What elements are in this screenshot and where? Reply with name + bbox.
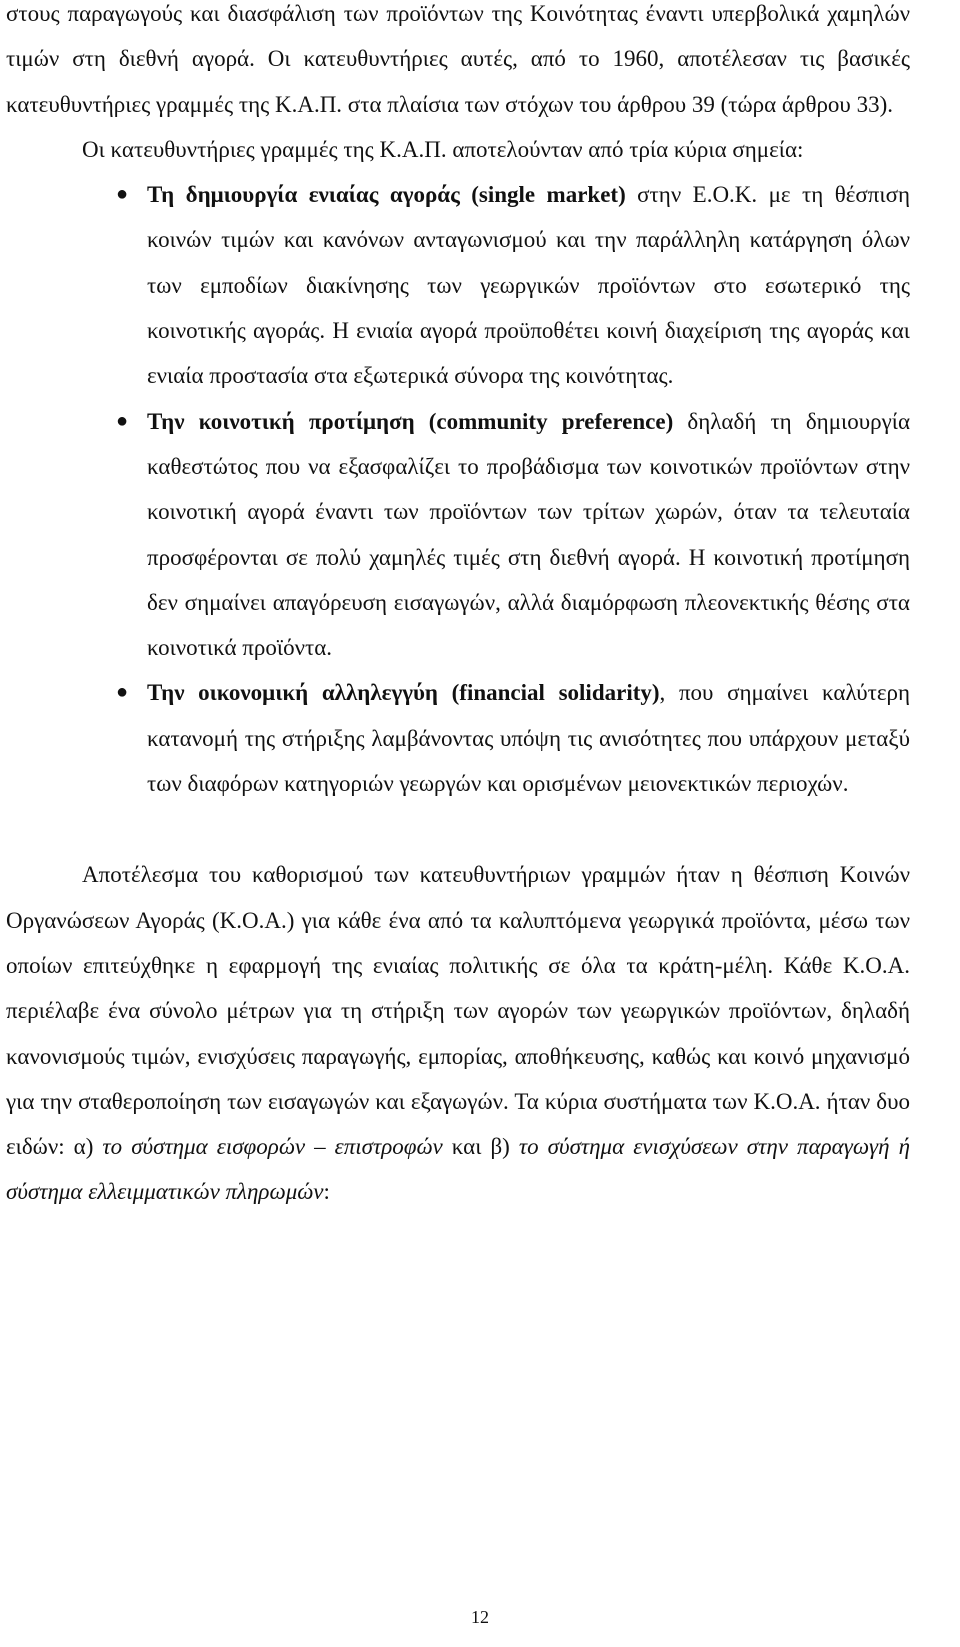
system-a-italic: το σύστημα εισφορών – επιστροφών — [102, 1134, 443, 1160]
system-b-italic: το σύστημα ενισχύσεων στην παραγωγή ή σύστημα ελλειμματικών πληρωμών — [6, 1134, 910, 1205]
bullet-icon: ● — [116, 409, 129, 432]
list-item-heading: Την κοινοτική προτίμηση (community preference) — [147, 408, 674, 434]
result-paragraph — [6, 852, 910, 1214]
list-item — [6, 670, 910, 806]
list-item — [6, 172, 910, 398]
lead-sentence: Οι κατευθυντήριες γραμμές της Κ.Α.Π. αποτελούνταν από τρία κύρια σημεία: — [82, 136, 804, 162]
result-joiner: και β) — [442, 1134, 519, 1160]
page-number: 12 — [471, 1607, 489, 1627]
result-text: Αποτέλεσμα του καθορισμού των κατευθυντήριων γραμμών ήταν η θέσπιση Κοινών Οργανώσεων Αγοράς (Κ.Ο.Α.) για κάθε ένα από τα καλυπτόμενα γεωργικά προϊόντα, μέσω των οποίων επιτεύχθηκε η εφαρμογή της ενιαίας πολιτικής σε όλα τα κράτη-μέλη. Κάθε Κ.Ο.Α. περιέλαβε ένα σύνολο μέτρων για τη στήριξη των αγορών των γεωργικών προϊόντων, δηλαδή κανονισμούς τιμών, ενισχύσεις παραγωγής, εμπορίας, αποθήκευσης, καθώς και κοινό μηχανισμό για την σταθεροποίηση των εισαγωγών και εξαγωγών. Τα κύρια συστήματα των Κ.Ο.Α. ήταν δυο ειδών: α) — [6, 862, 910, 1160]
list-item-heading: Τη δημιουργία ενιαίας αγοράς (single market) — [147, 182, 626, 208]
paragraph-gap — [6, 806, 910, 852]
intro-paragraph: στους παραγωγούς και διασφάλιση των προϊόντων της Κοινότητας έναντι υπερβολικά χαμηλών τιμών στη διεθνή αγορά. Οι κατευθυντήριες αυτές, από το 1960, αποτέλεσαν τις βασικές κατευθυντήριες γραμμές της Κ.Α.Π. στα πλαίσια των στόχων του άρθρου 39 (τώρα άρθρου 33). — [6, 1, 910, 117]
list-item-text: δηλαδή τη δημιουργία καθεστώτος που να εξασφαλίζει το προβάδισμα των κοινοτικών προϊόντων στην κοινοτική αγορά έναντι των προϊόντων των τρίτων χωρών, όταν τα τελευταία προσφέρονται σε πολύ χαμηλές τιμές στη διεθνή αγορά. Η κοινοτική προτίμηση δεν σημαίνει απαγόρευση εισαγωγών, αλλά διαμόρφωση πλεονεκτικής θέσης στα κοινοτικά προϊόντα. — [147, 408, 910, 661]
list-item — [6, 399, 910, 671]
bullet-icon: ● — [116, 183, 129, 206]
list-item-text: , που σημαίνει καλύτερη κατανομή της στήριξης λαμβάνοντας υπόψη τις ανισότητες που υπάρχουν μεταξύ των διαφόρων κατηγοριών γεωργών και ορισμένων μειονεκτικών περιοχών. — [147, 680, 910, 797]
bullet-icon: ● — [116, 681, 129, 704]
list-item-heading: Την οικονομική αλληλεγγύη (financial solidarity) — [147, 680, 660, 706]
result-end: : — [323, 1179, 330, 1205]
guideline-list — [6, 172, 910, 806]
document-page — [6, 0, 910, 1215]
list-item-text: στην Ε.Ο.Κ. με τη θέσπιση κοινών τιμών και κανόνων ανταγωνισμού και την παράλληλη κατάργηση όλων των εμποδίων διακίνησης των γεωργικών προϊόντων στο εσωτερικό της κοινοτικής αγοράς. Η ενιαία αγορά προϋποθέτει κοινή διαχείριση της αγοράς και ενιαία προστασία στα εξωτερικά σύνορα της κοινότητας. — [147, 182, 910, 389]
